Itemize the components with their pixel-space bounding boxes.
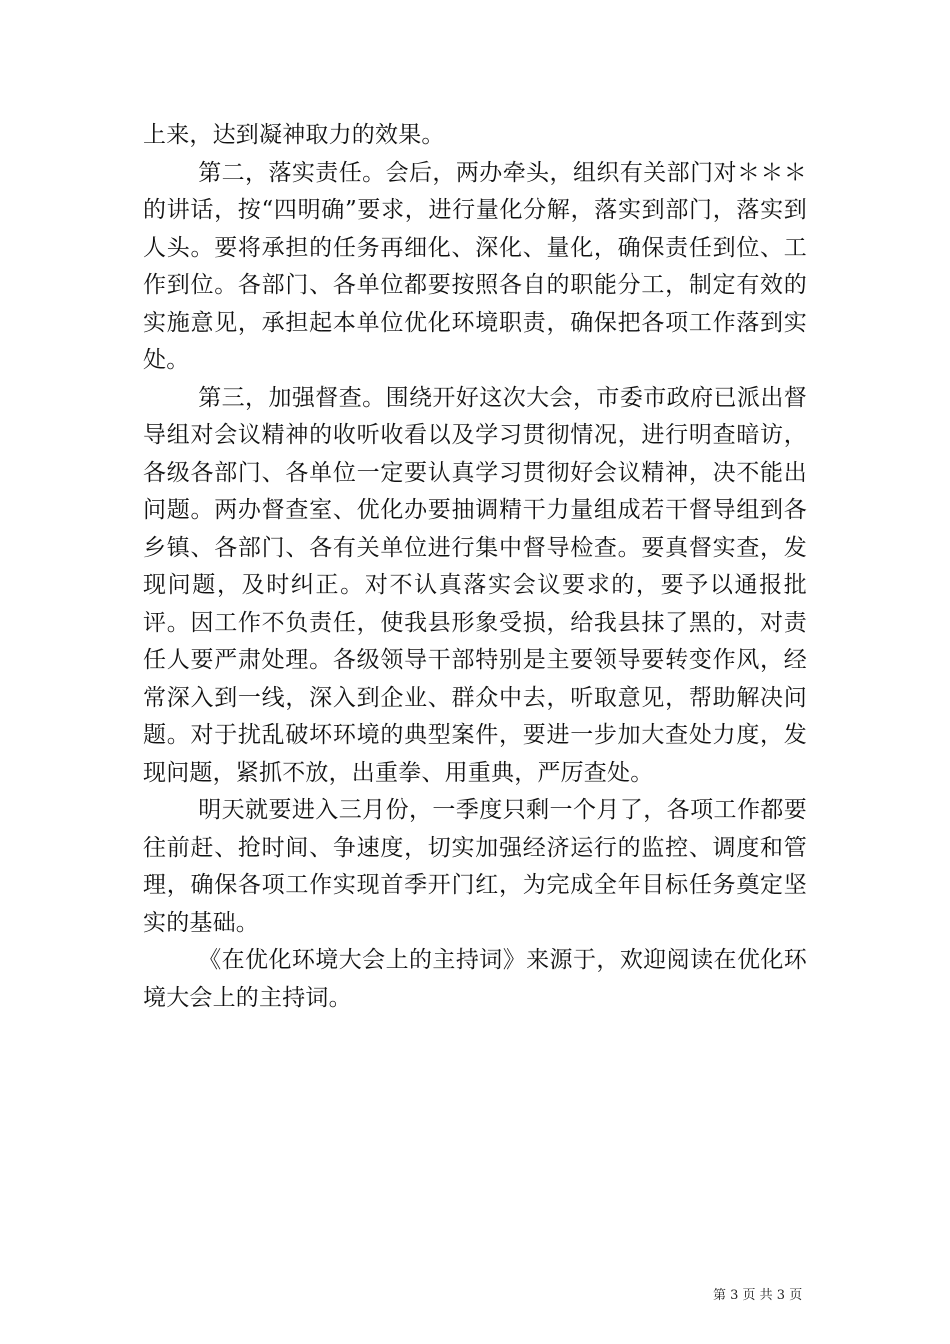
paragraph-supervision: 第三，加强督查。围绕开好这次大会，市委市政府已派出督导组对会议精神的收听收看以及学习贯彻情况，进行明查暗访，各级各部门、各单位一定要认真学习贯彻好会议精神，决不能出问题。两办督查室、优化办要抽调精干力量组成若干督导组到各乡镇、各部门、各有关单位进行集中督导检查。要真督实查，发现问题，及时纠正。对不认真落实会议要求的，要予以通报批评。因工作不负责任，使我县形象受损，给我县抹了黑的，对责任人要严肃处理。各级领导干部特别是主要领导要转变作风，经常深入到一线，深入到企业、群众中去，听取意见，帮助解决问题。对于扰乱破坏环境的典型案件，要进一步加大查处力度，发现问题，紧抓不放，出重拳、用重典，严厉查处。 <box>143 384 807 786</box>
paragraph-responsibility: 第二，落实责任。会后，两办牵头，组织有关部门对＊＊＊的讲话，按“四明确”要求，进行量化分解，落实到部门，落实到人头。要将承担的任务再细化、深化、量化，确保责任到位、工作到位。各部门、各单位都要按照各自的职能分工，制定有效的实施意见，承担起本单位优化环境职责，确保把各项工作落到实处。 <box>143 159 807 373</box>
page-number: 第 3 页 共 3 页 <box>713 1288 803 1303</box>
paragraph-march-work: 明天就要进入三月份，一季度只剩一个月了，各项工作都要往前赶、抢时间、争速度，切实加强经济运行的监控、调度和管理，确保各项工作实现首季开门红，为完成全年目标任务奠定坚实的基础。 <box>143 797 807 936</box>
paragraph-source-note: 《在优化环境大会上的主持词》来源于，欢迎阅读在优化环境大会上的主持词。 <box>143 947 807 1011</box>
paragraph-continuation: 上来，达到凝神取力的效果。 <box>143 122 445 148</box>
document-body <box>143 117 807 1017</box>
